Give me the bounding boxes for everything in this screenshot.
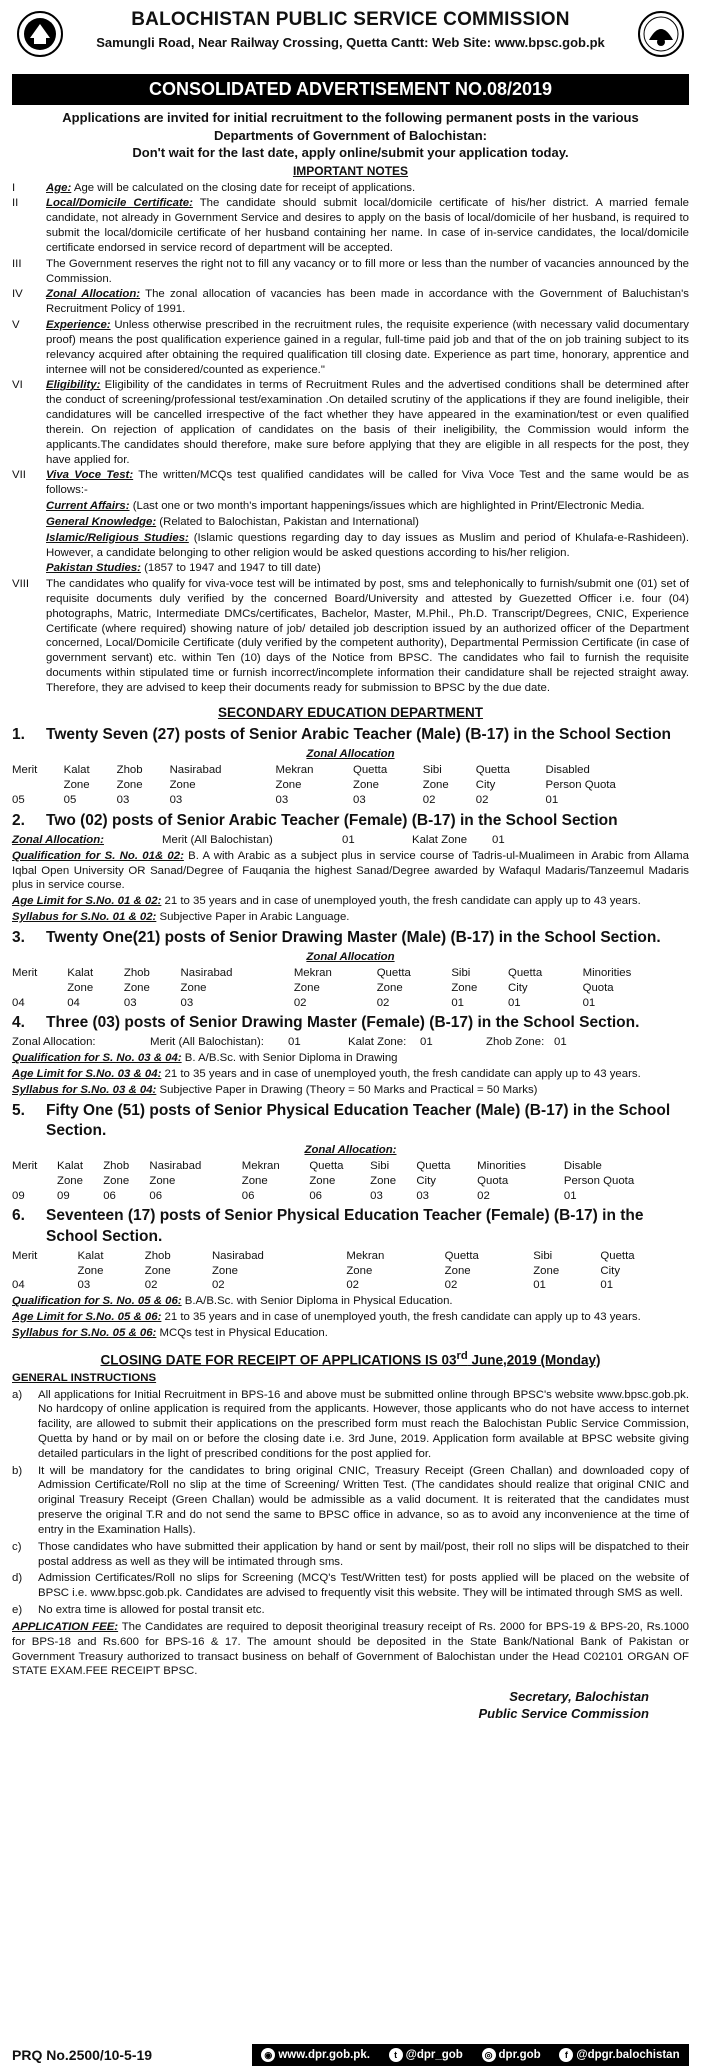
allocation-header: Zone bbox=[103, 1174, 130, 1187]
allocation-header: Zone bbox=[77, 1264, 104, 1277]
qualification-label: Qualification for S. No. 03 & 04: bbox=[12, 1052, 182, 1065]
post-heading bbox=[12, 811, 689, 831]
allocation-header: Nasirabad bbox=[149, 1159, 202, 1172]
zonal-merit-label: Merit (All Balochistan) bbox=[162, 833, 273, 846]
allocation-value: 01 bbox=[533, 1279, 546, 1292]
allocation-header: Zone bbox=[293, 981, 320, 994]
zonal-value: 01 bbox=[492, 833, 505, 846]
qualification-text: B. A/B.Sc. with Senior Diploma in Drawing bbox=[181, 1052, 398, 1065]
note-item bbox=[12, 257, 689, 287]
closing-date bbox=[12, 1349, 689, 1369]
note-number: II bbox=[12, 197, 19, 210]
age-limit-label: Age Limit for S.No. 03 & 04: bbox=[12, 1068, 162, 1081]
zonal-allocation-line bbox=[12, 1035, 689, 1050]
allocation-value: 02 bbox=[293, 996, 307, 1009]
zonal-value: 01 bbox=[342, 833, 355, 846]
allocation-header: Kalat bbox=[63, 764, 90, 777]
bpsc-logo-icon bbox=[16, 10, 64, 58]
allocation-header: City bbox=[507, 981, 528, 994]
allocation-value: 03 bbox=[416, 1189, 429, 1202]
allocation-value: 02 bbox=[211, 1279, 225, 1292]
zonal-value: 01 bbox=[420, 1036, 433, 1049]
age-limit-label: Age Limit for S.No. 01 & 02: bbox=[12, 895, 162, 908]
allocation-header: Nasirabad bbox=[211, 1249, 264, 1262]
post-title: Twenty One(21) posts of Senior Drawing Master (Male) (B-17) in the School Section. bbox=[46, 928, 661, 946]
instruction-item bbox=[12, 1603, 689, 1618]
allocation-header: Sibi bbox=[422, 764, 442, 777]
allocation-header: Zhob bbox=[103, 1159, 130, 1172]
qualification-text: B.A/B.Sc. with Senior Diploma in Physical Education. bbox=[181, 1295, 453, 1308]
note-text: The candidates who qualify for viva-voce test will be intimated by post, sms and telephonically to furnish/submit one (01) set of requisite documents duly verified by the concerned Board/University and attested by Guezetted Officer i.e. four (04) photographs, Matric, Intermediate DMCs/certificates, Bachelor, Master, M.Phil., Ph.D. Transcript/Degrees, CNIC, Experience Certificate (where required) showing nature of job/ detailed job description issued by an authorized officer of the Department concerned, Local/Domicile Certificate (duly verified by the competent authority), Departmental Permission Certificate (in case of government servant) etc. within Ten (10) days of the Notice from BPSC. The candidates who fail to furnish the requisite documents within stipulated time or furnish incorrect/incomplete information their candidature shall be rejected straight away. Therefore, they are advised to keep their documents ready for submission to BPSC by the due date. bbox=[46, 578, 689, 694]
zonal-allocation-line bbox=[12, 833, 689, 848]
signature-line: Secretary, Balochistan bbox=[509, 1689, 649, 1705]
zonal-merit-label: Merit (All Balochistan): bbox=[150, 1036, 264, 1049]
age-limit-label: Age Limit for S.No. 05 & 06: bbox=[12, 1310, 162, 1323]
syllabus-line bbox=[12, 1083, 689, 1098]
allocation-header: Quetta bbox=[475, 764, 510, 777]
zonal-value: 01 bbox=[288, 1036, 301, 1049]
note-title: Experience: bbox=[46, 319, 111, 332]
allocation-value: 03 bbox=[123, 996, 137, 1009]
post-heading bbox=[12, 1206, 689, 1246]
allocation-value: 02 bbox=[475, 793, 489, 806]
instruction-text: It will be mandatory for the candidates to bring original CNIC, Treasury Receipt (Green Challan) and downloaded copy of Admission Certificate/Roll no slip at the time of Screening/ Written Test. (The candidates should realize that original CNIC and original Treasury Receipt (Green Challan) would be admissible as a valid document. It is reiterated that the candidates must preserve the original T.R and do not send the same to BPSC office in advance, so as to avoid any inconvenience at the time of entry in the Examination Halls). bbox=[38, 1464, 689, 1536]
allocation-header: Quetta bbox=[376, 966, 411, 979]
allocation-value: 09 bbox=[57, 1189, 70, 1202]
allocation-value: 04 bbox=[12, 1279, 25, 1292]
note-title: Eligibility: bbox=[46, 379, 101, 392]
social-link-text: dpr.gob bbox=[498, 2048, 541, 2061]
post-number: 3. bbox=[12, 928, 25, 946]
allocation-header: Zone bbox=[422, 779, 449, 792]
viva-sub-item bbox=[46, 515, 689, 530]
zonal-value: 01 bbox=[554, 1036, 567, 1049]
allocation-value: 01 bbox=[507, 996, 521, 1009]
allocation-header: City bbox=[475, 779, 496, 792]
note-number: VII bbox=[12, 469, 26, 482]
syllabus-label: Syllabus for S.No. 01 & 02: bbox=[12, 911, 157, 924]
allocation-header: Mekran bbox=[346, 1249, 385, 1262]
note-item bbox=[12, 318, 689, 377]
allocation-header: Sibi bbox=[370, 1159, 390, 1172]
advertisement-number: CONSOLIDATED ADVERTISEMENT NO.08/2019 bbox=[12, 74, 689, 105]
allocation-header: Mekran bbox=[241, 1159, 280, 1172]
post-title: Seventeen (17) posts of Senior Physical Education Teacher (Female) (B-17) in the School Section. bbox=[46, 1207, 644, 1245]
allocation-header: Nasirabad bbox=[180, 966, 233, 979]
note-item bbox=[12, 378, 689, 467]
note-item bbox=[12, 287, 689, 317]
zonal-allocation-label: Zonal Allocation: bbox=[12, 833, 104, 846]
allocation-table bbox=[12, 1159, 689, 1203]
allocation-header: Merit bbox=[12, 1159, 38, 1172]
allocation-header: Quota bbox=[477, 1174, 509, 1187]
allocation-header: Zone bbox=[352, 779, 379, 792]
qualification-line bbox=[12, 1294, 689, 1309]
allocation-header: Minorities bbox=[477, 1159, 526, 1172]
closing-date-suffix: rd bbox=[456, 1349, 468, 1362]
note-item bbox=[12, 196, 689, 255]
instruction-text: All applications for Initial Recruitment in BPS-16 and above must be submitted online through BPSC's website www.bpsc.gob.pk. No hardcopy of online application is required from the applicants. However, those applicants who do not have access to internet facility, are allowed to submit their applications on the prescribed form must reach the Balochistan Public Service Commission, Quetta by hand or by mail on or before the closing date i.e. 3rd June, 2019. Application form available at BPSC website giving detailed particulars in the light of prescribed conditions for the post applied for. bbox=[38, 1388, 689, 1460]
allocation-header: Zhob bbox=[123, 966, 150, 979]
allocation-header: City bbox=[600, 1264, 621, 1277]
allocation-header: Zone bbox=[533, 1264, 560, 1277]
allocation-header: Kalat bbox=[67, 966, 94, 979]
instruction-text: No extra time is allowed for postal transit etc. bbox=[38, 1604, 265, 1617]
zonal-zone-label: Kalat Zone: bbox=[348, 1036, 407, 1049]
instruction-item bbox=[12, 1464, 689, 1538]
allocation-table bbox=[12, 1249, 689, 1293]
globe-icon: ◉ bbox=[261, 2048, 275, 2062]
instruction-text: Those candidates who have submitted their application by hand or sent by mail/post, their roll no slips will be dispatched to their postal address as well as they will be intimated through sms. bbox=[38, 1540, 689, 1568]
allocation-header-row bbox=[12, 778, 689, 793]
post-title: Two (02) posts of Senior Arabic Teacher (Female) (B-17) in the School Section bbox=[46, 811, 618, 829]
allocation-header: Mekran bbox=[293, 966, 332, 979]
allocation-value: 02 bbox=[444, 1279, 458, 1292]
social-link[interactable] bbox=[482, 2048, 541, 2063]
viva-sub-item bbox=[46, 561, 689, 576]
application-fee bbox=[12, 1620, 689, 1679]
twitter-icon: t bbox=[389, 2048, 403, 2062]
general-instructions-title: GENERAL INSTRUCTIONS bbox=[12, 1371, 157, 1384]
note-title: Zonal Allocation: bbox=[46, 288, 141, 301]
dpr-icon: ◎ bbox=[482, 2048, 496, 2062]
allocation-value: 09 bbox=[12, 1189, 25, 1202]
instruction-letter: d) bbox=[12, 1572, 23, 1585]
note-text: The candidate should submit local/domicile certificate of his/her district. A married female candidate, not already in Government Service and desires to apply on the basis of local/domicile of her husband, is required to submit the local/domicile certificate of her husband containing her name. In case of in-service candidates, the local/domicile certificate endorsed in service record of department will be accepted. bbox=[46, 197, 689, 254]
post-heading bbox=[12, 928, 689, 948]
prq-number: PRQ No.2500/10-5-19 bbox=[12, 2046, 153, 2063]
note-item bbox=[12, 181, 689, 196]
syllabus-label: Syllabus for S.No. 05 & 06: bbox=[12, 1326, 157, 1339]
allocation-header: Zone bbox=[123, 981, 150, 994]
qualification-label: Qualification for S. No. 01& 02: bbox=[12, 849, 184, 862]
allocation-header: Quetta bbox=[352, 764, 388, 777]
post-heading bbox=[12, 1101, 689, 1141]
allocation-value: 01 bbox=[582, 996, 596, 1009]
general-instructions-list bbox=[12, 1388, 689, 1618]
allocation-header: Zone bbox=[211, 1264, 238, 1277]
instruction-text: Admission Certificates/Roll no slips for Screening (MCQ's Test/Written test) for posts applied will be placed on the website of BPSC i.e. www.bpsc.gob.pk. Candidates are advised to frequently visit this website. They will be intimated through SMS as well. bbox=[38, 1572, 689, 1600]
note-item bbox=[12, 468, 689, 498]
note-number: VI bbox=[12, 379, 23, 392]
notes-list bbox=[12, 181, 689, 696]
instruction-letter: b) bbox=[12, 1464, 23, 1477]
allocation-header: Zone bbox=[370, 1174, 397, 1187]
note-text: Eligibility of the candidates in terms of Recruitment Rules and the advertised conditions shall be determined after the conduct of screening/professional test/examination .On detailed scrutiny of the applications if they are found ineligible, their candidatures will be cancelled irrespective of the fact whether they have appeared in the examination/test or even qualified therein. On rejection of application of candidates on the basis of their ineligibility, the Commission would inform the applicants.The candidates should therefore, make sure before applying that they are eligible in all respects for the post, they have applied for. bbox=[46, 379, 689, 466]
viva-sub-item bbox=[46, 531, 689, 561]
allocation-header: Zone bbox=[180, 981, 207, 994]
allocation-header: Disabled bbox=[545, 764, 590, 777]
allocation-value: 06 bbox=[149, 1189, 163, 1202]
application-fee-text: The Candidates are required to deposit theoriginal treasury receipt of Rs. 2000 for BPS-19 & BPS-20, Rs.1000 for BPS-18 and Rs.600 for BPS-16 & 17. The amount should be deposited in the State Bank/National Bank of Pakistan or Government Treasury authorized to transact business on behalf of Government of Balochistan under the Head C02101 ORGAN OF STATE EXAM.FEE RECEIPT BPSC. bbox=[12, 1620, 689, 1678]
viva-sub-title: Pakistan Studies: bbox=[46, 562, 141, 575]
syllabus-line bbox=[12, 910, 689, 925]
allocation-value: 02 bbox=[346, 1279, 360, 1292]
note-number: I bbox=[12, 181, 16, 194]
instruction-item bbox=[12, 1540, 689, 1570]
header bbox=[12, 8, 689, 70]
allocation-value: 06 bbox=[103, 1189, 116, 1202]
allocation-value: 03 bbox=[370, 1189, 383, 1202]
allocation-header: Zone bbox=[309, 1174, 336, 1187]
allocation-header: Quetta bbox=[600, 1249, 635, 1262]
intro bbox=[12, 109, 689, 162]
allocation-table bbox=[12, 763, 689, 807]
allocation-value: 05 bbox=[12, 793, 25, 806]
qualification-line bbox=[12, 849, 689, 893]
zonal-allocation-label: Zonal Allocation bbox=[306, 951, 395, 964]
viva-sub-text: (Last one or two month's important happenings/issues which are highlighted in Print/Electronic Media. bbox=[129, 500, 645, 513]
note-text: The Government reserves the right not to fill any vacancy or to fill more or less than the number of vacancies announced by the Commission. bbox=[46, 257, 689, 285]
allocation-header: Zone bbox=[67, 981, 94, 994]
allocation-header: Zhob bbox=[116, 764, 143, 777]
allocation-value: 03 bbox=[77, 1279, 91, 1292]
post-title: Three (03) posts of Senior Drawing Master (Female) (B-17) in the School Section. bbox=[46, 1014, 640, 1032]
post-number: 5. bbox=[12, 1101, 25, 1119]
footer bbox=[12, 2044, 689, 2066]
instruction-letter: a) bbox=[12, 1388, 23, 1401]
allocation-header-row bbox=[12, 1159, 689, 1174]
application-fee-label: APPLICATION FEE: bbox=[12, 1620, 119, 1633]
zonal-allocation-label: Zonal Allocation bbox=[306, 748, 395, 761]
allocation-header: Zone bbox=[346, 1264, 373, 1277]
government-seal-icon bbox=[637, 10, 685, 58]
allocation-header: Zone bbox=[63, 779, 90, 792]
qualification-text: B. A with Arabic as a subject plus in service course of Tadris-ul-Mualimeen in Arabic from Allama Iqbal Open University OR Sanad/Degree of Fauqania the highest Sanad/Degree awarded by Wafaqul Madaris/Tanzeemul Madaris plus in service course. bbox=[12, 849, 689, 892]
allocation-value: 03 bbox=[275, 793, 289, 806]
allocation-header-row bbox=[12, 763, 689, 778]
allocation-header: Quetta bbox=[416, 1159, 451, 1172]
note-number: III bbox=[12, 257, 22, 270]
viva-sub-title: General Knowledge: bbox=[46, 515, 157, 528]
allocation-header: Zone bbox=[241, 1174, 268, 1187]
allocation-header: Merit bbox=[12, 966, 38, 979]
closing-date-day: June,2019 (Monday) bbox=[467, 1352, 601, 1368]
allocation-value: 01 bbox=[451, 996, 464, 1009]
allocation-header: Zone bbox=[275, 779, 302, 792]
allocation-header: Zone bbox=[451, 981, 478, 994]
social-link-text: www.dpr.gob.pk. bbox=[278, 2048, 370, 2061]
allocation-header: Quetta bbox=[309, 1159, 344, 1172]
allocation-table bbox=[12, 966, 689, 1010]
note-number: VIII bbox=[12, 578, 30, 591]
note-text: Age will be calculated on the closing date for receipt of applications. bbox=[71, 181, 416, 194]
age-limit-line bbox=[12, 894, 689, 909]
post-number: 4. bbox=[12, 1014, 25, 1032]
intro-line: Departments of Government of Balochistan: bbox=[213, 127, 488, 143]
age-limit-line bbox=[12, 1310, 689, 1325]
note-text: The zonal allocation of vacancies has been made in accordance with the Government of Baluchistan's Recruitment Policy of 1991. bbox=[46, 288, 689, 316]
commission-title: BALOCHISTAN PUBLIC SERVICE COMMISSION bbox=[131, 9, 570, 30]
zonal-zone-label: Kalat Zone bbox=[412, 833, 468, 846]
allocation-header bbox=[12, 1264, 78, 1279]
allocation-header bbox=[12, 1174, 57, 1189]
viva-sub-title: Current Affairs: bbox=[46, 500, 130, 513]
allocation-value: 06 bbox=[241, 1189, 255, 1202]
post-number: 6. bbox=[12, 1207, 25, 1225]
post-heading bbox=[12, 725, 689, 745]
note-text: The written/MCQs test qualified candidates will be called for Viva Voce Test and the same would be as follows:- bbox=[46, 469, 690, 497]
social-link-text: @dpgr.balochistan bbox=[576, 2048, 680, 2061]
allocation-header-row bbox=[12, 981, 689, 996]
social-link[interactable] bbox=[559, 2048, 679, 2063]
facebook-icon: f bbox=[559, 2048, 573, 2062]
allocation-value: 04 bbox=[67, 996, 80, 1009]
syllabus-text: Subjective Paper in Drawing (Theory = 50 Marks and Practical = 50 Marks) bbox=[156, 1083, 538, 1096]
social-link-text: @dpr_gob bbox=[405, 2048, 463, 2061]
department-title: SECONDARY EDUCATION DEPARTMENT bbox=[217, 704, 483, 720]
social-link[interactable] bbox=[261, 2048, 370, 2063]
zonal-allocation-label: Zonal Allocation: bbox=[12, 1036, 96, 1049]
note-title: Local/Domicile Certificate: bbox=[46, 197, 193, 210]
allocation-value: 02 bbox=[422, 793, 436, 806]
post-title: Twenty Seven (27) posts of Senior Arabic Teacher (Male) (B-17) in the School Section bbox=[46, 726, 672, 744]
allocation-header: Quota bbox=[582, 981, 614, 994]
viva-sub-text: (1857 to 1947 and 1947 to till date) bbox=[140, 562, 321, 575]
allocation-header: Zone bbox=[169, 779, 196, 792]
allocation-header-row bbox=[12, 1174, 689, 1189]
instruction-item bbox=[12, 1571, 689, 1601]
important-notes-title: IMPORTANT NOTES bbox=[292, 164, 409, 179]
allocation-header: Zhob bbox=[144, 1249, 171, 1262]
syllabus-text: MCQs test in Physical Education. bbox=[156, 1326, 328, 1339]
allocation-header-row bbox=[12, 966, 689, 981]
allocation-value: 05 bbox=[63, 793, 77, 806]
allocation-values-row bbox=[12, 793, 689, 808]
allocation-header: Zone bbox=[376, 981, 403, 994]
allocation-value: 03 bbox=[116, 793, 130, 806]
allocation-header: Zone bbox=[444, 1264, 471, 1277]
zonal-allocation-label: Zonal Allocation: bbox=[304, 1144, 397, 1157]
syllabus-line bbox=[12, 1326, 689, 1341]
post-number: 1. bbox=[12, 726, 25, 744]
allocation-value: 06 bbox=[309, 1189, 322, 1202]
age-limit-text: 21 to 35 years and in case of unemployed youth, the fresh candidate can apply up to 43 years. bbox=[161, 1068, 641, 1081]
note-number: IV bbox=[12, 288, 23, 301]
allocation-value: 02 bbox=[376, 996, 390, 1009]
qualification-line bbox=[12, 1051, 689, 1066]
allocation-header: Minorities bbox=[582, 966, 632, 979]
allocation-header bbox=[12, 778, 64, 793]
allocation-header: City bbox=[416, 1174, 436, 1187]
post-title: Fifty One (51) posts of Senior Physical Education Teacher (Male) (B-17) in the School Section. bbox=[46, 1101, 671, 1139]
allocation-header-row bbox=[12, 1264, 689, 1279]
note-title: Age: bbox=[46, 181, 72, 194]
allocation-value: 02 bbox=[477, 1189, 490, 1202]
post-number: 2. bbox=[12, 811, 25, 829]
allocation-value: 03 bbox=[352, 793, 366, 806]
allocation-header: Zone bbox=[57, 1174, 83, 1187]
allocation-header-row bbox=[12, 1249, 689, 1264]
allocation-header: Merit bbox=[12, 764, 38, 777]
allocation-header: Disable bbox=[563, 1159, 602, 1172]
allocation-header: Quetta bbox=[507, 966, 543, 979]
allocation-header: Quetta bbox=[444, 1249, 479, 1262]
age-limit-line bbox=[12, 1067, 689, 1082]
intro-line: Applications are invited for initial recruitment to the following permanent posts in the various bbox=[62, 110, 639, 126]
syllabus-label: Syllabus for S.No. 03 & 04: bbox=[12, 1083, 157, 1096]
note-text: Unless otherwise prescribed in the recruitment rules, the requisite experience (with necessary valid documentary proof) means the post qualification experience gained in a regular, full-time paid job and that of the on job training subject to its relevancy acquired after obtaining the required qualification till closing date. Experience as part time, honorary, apprentice and internee will not be considered/counted as experience." bbox=[46, 319, 689, 376]
allocation-values-row bbox=[12, 1189, 689, 1204]
viva-sub-item bbox=[46, 499, 689, 514]
allocation-header: Merit bbox=[12, 1249, 38, 1262]
post-heading bbox=[12, 1013, 689, 1033]
allocation-values-row bbox=[12, 1278, 689, 1293]
allocation-header: Zone bbox=[149, 1174, 176, 1187]
allocation-header: Person Quota bbox=[545, 779, 616, 792]
allocation-header: Kalat bbox=[77, 1249, 104, 1262]
social-links-bar bbox=[252, 2044, 689, 2066]
instruction-letter: c) bbox=[12, 1540, 22, 1553]
allocation-header: Person Quota bbox=[563, 1174, 635, 1187]
note-number: V bbox=[12, 319, 20, 332]
age-limit-text: 21 to 35 years and in case of unemployed youth, the fresh candidate can apply up to 43 years. bbox=[161, 895, 641, 908]
signature-block bbox=[12, 1689, 689, 1723]
intro-line: Don't wait for the last date, apply online/submit your application today. bbox=[132, 145, 569, 161]
allocation-header bbox=[12, 981, 67, 996]
note-item bbox=[12, 577, 689, 696]
allocation-header: Zone bbox=[144, 1264, 171, 1277]
allocation-header: Kalat bbox=[57, 1159, 83, 1172]
allocation-header: Sibi bbox=[533, 1249, 553, 1262]
allocation-value: 01 bbox=[545, 793, 559, 806]
allocation-header: Sibi bbox=[451, 966, 471, 979]
social-link[interactable] bbox=[389, 2048, 463, 2063]
qualification-label: Qualification for S. No. 05 & 06: bbox=[12, 1295, 182, 1308]
commission-address: Samungli Road, Near Railway Crossing, Quetta Cantt: Web Site: www.bpsc.gob.pk bbox=[96, 34, 605, 50]
allocation-value: 01 bbox=[600, 1279, 614, 1292]
allocation-value: 01 bbox=[563, 1189, 577, 1202]
allocation-value: 03 bbox=[169, 793, 183, 806]
age-limit-text: 21 to 35 years and in case of unemployed youth, the fresh candidate can apply up to 43 years. bbox=[161, 1310, 641, 1323]
allocation-value: 02 bbox=[144, 1279, 158, 1292]
allocation-header: Mekran bbox=[275, 764, 314, 777]
viva-sub-text: (Islamic questions regarding day to day issues as Muslim and period of Khulafa-e-Rashideen). However, a candidate belonging to other religion would be asked questions according to his/her religion. bbox=[46, 531, 689, 559]
allocation-value: 03 bbox=[180, 996, 194, 1009]
instruction-item bbox=[12, 1388, 689, 1462]
allocation-header: Nasirabad bbox=[169, 764, 222, 777]
zonal-zone-label: Zhob Zone: bbox=[486, 1036, 545, 1049]
allocation-value: 04 bbox=[12, 996, 25, 1009]
signature-line: Public Service Commission bbox=[478, 1706, 649, 1722]
note-title: Viva Voce Test: bbox=[46, 469, 134, 482]
viva-sub-title: Islamic/Religious Studies: bbox=[46, 531, 189, 544]
closing-date-text: CLOSING DATE FOR RECEIPT OF APPLICATIONS IS 03 bbox=[100, 1352, 457, 1368]
allocation-header: Zone bbox=[116, 779, 143, 792]
viva-sub-text: (Related to Balochistan, Pakistan and International) bbox=[156, 515, 419, 528]
allocation-values-row bbox=[12, 996, 689, 1011]
instruction-letter: e) bbox=[12, 1604, 23, 1617]
syllabus-text: Subjective Paper in Arabic Language. bbox=[156, 911, 350, 924]
